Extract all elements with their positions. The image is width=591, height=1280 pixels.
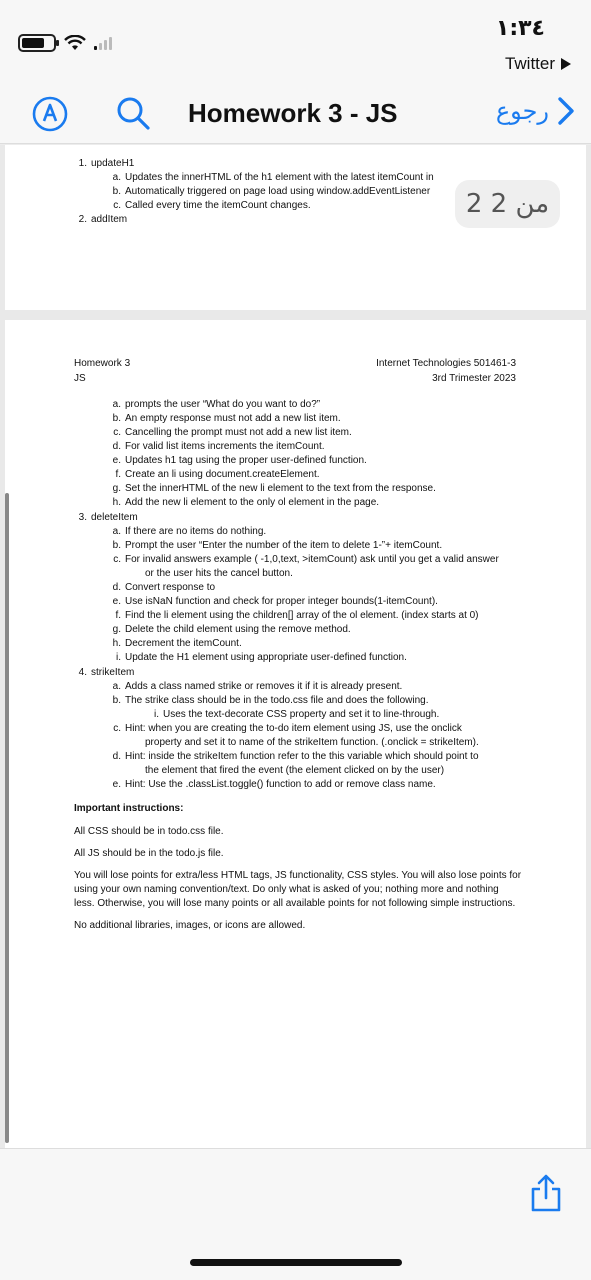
list-item [105, 609, 479, 623]
list-marker: c. [113, 427, 121, 438]
list-marker: f. [115, 610, 121, 621]
list-marker: i. [116, 652, 121, 663]
status-icons [18, 34, 112, 52]
list-item [105, 199, 311, 213]
list-marker: e. [112, 596, 121, 607]
nav-bar [0, 80, 591, 144]
list-marker: i. [154, 709, 159, 720]
back-label[interactable]: رجوع [495, 97, 549, 125]
markup-pen-icon[interactable] [32, 96, 68, 132]
list-marker: g. [112, 483, 121, 494]
share-icon[interactable] [530, 1173, 562, 1213]
list-item-text: Hint: inside the strikeItem function refer to the this variable which should point to [125, 751, 479, 762]
list-marker: 4. [78, 667, 87, 678]
list-marker: b. [112, 540, 121, 551]
list-item-text: Find the li element using the children[] array of the ol element. (index starts at 0) [125, 610, 479, 621]
list-item-text: prompts the user “What do you want to do?” [125, 399, 321, 410]
list-item [105, 398, 320, 412]
list-marker: h. [112, 638, 121, 649]
list-item [105, 482, 436, 496]
play-arrow-icon [561, 58, 571, 70]
list-item [145, 567, 293, 581]
list-item [71, 511, 138, 525]
list-marker: b. [112, 413, 121, 424]
header-course-code: Internet Technologies 501461-3 [376, 358, 516, 369]
list-item-text: Called every time the itemCount changes. [125, 200, 311, 211]
list-item [105, 680, 402, 694]
paragraph: You will lose points for extra/less HTML tags, JS functionality, CSS styles. You will also lose points for [74, 870, 522, 881]
list-item [105, 185, 430, 199]
home-indicator[interactable] [190, 1259, 402, 1266]
back-button[interactable] [496, 96, 575, 126]
list-item-text: Hint: when you are creating the to-do item element using JS, use the onclick [125, 723, 462, 734]
paragraph: All JS should be in the todo.js file. [74, 848, 224, 859]
list-item-text: strikeItem [91, 667, 135, 678]
pdf-page-2 [5, 320, 586, 1148]
list-item-text: An empty response must not add a new list item. [125, 413, 341, 424]
list-item-text: Convert response to [125, 582, 216, 593]
list-item [105, 553, 499, 567]
list-item [105, 426, 352, 440]
list-item [105, 539, 442, 553]
list-item-text: Uses the text-decorate CSS property and set it to line-through. [163, 709, 440, 720]
cellular-signal-icon [94, 36, 112, 50]
important-heading: Important instructions: [74, 803, 184, 814]
header-course: Homework 3 [74, 358, 131, 369]
wifi-icon [64, 35, 86, 51]
list-item-text: Delete the child element using the remove method. [125, 624, 351, 635]
list-item [105, 778, 436, 792]
chevron-right-icon[interactable] [557, 96, 575, 126]
list-item [105, 525, 266, 539]
battery-icon [18, 34, 56, 52]
paragraph: using your own naming convention/text. Do only what is asked of you; nothing more and nothing [74, 884, 499, 895]
list-item-text: updateH1 [91, 158, 135, 169]
list-item [105, 440, 325, 454]
list-marker: c. [113, 723, 121, 734]
list-item [105, 722, 462, 736]
list-item-text: Automatically triggered on page load using window.addEventListener [125, 186, 431, 197]
list-marker: 1. [78, 158, 87, 169]
list-item-text: Decrement the itemCount. [125, 638, 242, 649]
list-item-text: For invalid answers example ( -1,0,text, >itemCount) ask until you get a valid answer [125, 554, 499, 565]
list-item [105, 581, 215, 595]
paragraph: less. Otherwise, you will lose many points or all available points for not following simple instructions. [74, 898, 516, 909]
list-marker: c. [113, 554, 121, 565]
list-marker: a. [112, 526, 121, 537]
list-item-text: or the user hits the cancel button. [145, 568, 293, 579]
search-icon[interactable] [114, 94, 152, 132]
list-item-text: addItem [91, 214, 128, 225]
back-app-label[interactable]: Twitter [504, 54, 555, 73]
list-item [71, 213, 127, 227]
list-item [105, 412, 341, 426]
list-marker: g. [112, 624, 121, 635]
list-item-text: Updates the innerHTML of the h1 element with the latest itemCount in [125, 172, 434, 183]
list-item [105, 595, 438, 609]
list-item [105, 623, 351, 637]
list-marker: d. [112, 582, 121, 593]
list-item [71, 157, 134, 171]
list-item-text: For valid list items increments the itemCount. [125, 441, 325, 452]
list-item-text: If there are no items do nothing. [125, 526, 267, 537]
scroll-indicator[interactable] [5, 493, 9, 1143]
list-item [105, 637, 242, 651]
list-marker: f. [115, 469, 121, 480]
list-item-text: The strike class should be in the todo.css file and does the following. [125, 695, 429, 706]
list-item-text: Use isNaN function and check for proper integer bounds(1-itemCount). [125, 596, 438, 607]
list-marker: e. [112, 779, 121, 790]
list-item-text: Cancelling the prompt must not add a new list item. [125, 427, 352, 438]
list-item-text: property and set it to name of the strikeItem function. (.onclick = strikeItem). [145, 737, 479, 748]
list-item-text: Adds a class named strike or removes it if it is already present. [125, 681, 403, 692]
list-marker: d. [112, 441, 121, 452]
list-item-text: Update the H1 element using appropriate user-defined function. [125, 652, 407, 663]
list-item [145, 736, 479, 750]
bottom-toolbar [0, 1148, 591, 1280]
list-item [105, 496, 379, 510]
list-marker: e. [112, 455, 121, 466]
list-marker: 3. [78, 512, 87, 523]
list-marker: b. [112, 186, 121, 197]
list-item [143, 708, 439, 722]
page-indicator: 2 من 2 [455, 180, 560, 228]
list-item-text: Updates h1 tag using the proper user-defined function. [125, 455, 367, 466]
list-item-text: the element that fired the event (the element clicked on by the user) [145, 765, 445, 776]
header-term: 3rd Trimester 2023 [432, 373, 516, 384]
paragraph: All CSS should be in todo.css file. [74, 826, 224, 837]
list-item [105, 454, 367, 468]
list-marker: c. [113, 200, 121, 211]
paragraph: No additional libraries, images, or icons are allowed. [74, 920, 306, 931]
list-marker: a. [112, 681, 121, 692]
list-item-text: deleteItem [91, 512, 138, 523]
document-viewer[interactable] [0, 145, 591, 1148]
list-item [105, 171, 434, 185]
list-marker: b. [112, 695, 121, 706]
list-item [105, 750, 479, 764]
list-marker: a. [112, 399, 121, 410]
list-item-text: Set the innerHTML of the new li element to the text from the response. [125, 483, 436, 494]
list-item-text: Prompt the user “Enter the number of the item to delete 1-”+ itemCount. [125, 540, 443, 551]
list-marker: h. [112, 497, 121, 508]
list-item [105, 651, 407, 665]
list-marker: a. [112, 172, 121, 183]
list-item [105, 694, 429, 708]
list-marker: 2. [78, 214, 87, 225]
list-marker: d. [112, 751, 121, 762]
document-title: Homework 3 - JS [188, 98, 398, 128]
list-item [71, 666, 134, 680]
list-item-text: Add the new li element to the only ol element in the page. [125, 497, 380, 508]
back-to-app[interactable] [505, 54, 571, 74]
list-item-text: Hint: Use the .classList.toggle() function to add or remove class name. [125, 779, 436, 790]
status-bar [0, 0, 591, 80]
list-item-text: Create an li using document.createElement. [125, 469, 320, 480]
status-time: ١:٣٤ [495, 16, 545, 41]
list-item [145, 764, 444, 778]
header-subject: JS [74, 373, 86, 384]
list-item [105, 468, 320, 482]
